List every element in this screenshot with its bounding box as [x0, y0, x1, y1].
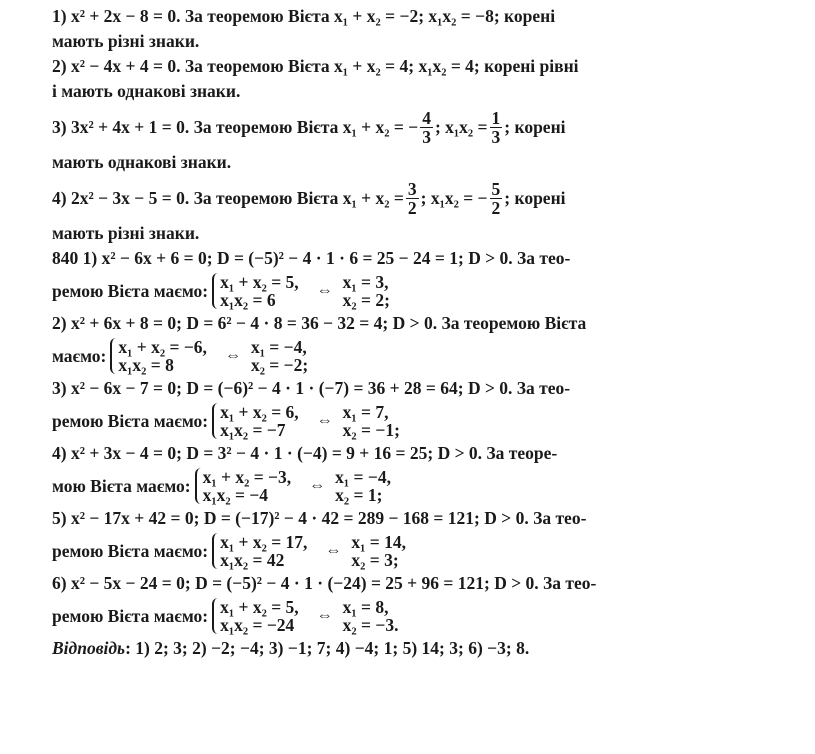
problem5-line1: 5) x² − 17x + 42 = 0; D = (−17)² − 4 · 42 = 289 − 168 = 121; D > 0. За тео-	[52, 508, 587, 528]
fraction-denominator: 3	[491, 126, 501, 147]
fraction-numerator: 4	[422, 107, 431, 128]
system-eq1: x₁ + x₂ = −6,	[118, 337, 207, 357]
item4-line2: мають різні знаки.	[52, 223, 200, 243]
fraction-denominator: 2	[407, 197, 417, 218]
item3-fraction-sum	[420, 109, 433, 146]
item3-text-pre: 3) 3x² + 4x + 1 = 0. За теоремою Вієта x₁ + x₂ = −	[52, 116, 419, 137]
item3-line2: мають однакові знаки.	[52, 152, 232, 172]
system-eq1: x₁ + x₂ = −3,	[202, 467, 292, 487]
solution-x1: x₁ = 8,	[342, 597, 389, 617]
equivalence-arrow: ⇔	[316, 607, 333, 625]
system-eq2: x₁x₂ = 6	[220, 290, 276, 310]
problem6-line1: 6) x² − 5x − 24 = 0; D = (−5)² − 4 · 1 · (−24) = 25 + 96 = 121; D > 0. За тео-	[52, 573, 597, 593]
item4-line1	[52, 175, 771, 221]
solution-x1: x₁ = 3,	[342, 272, 389, 292]
answer-line	[52, 636, 771, 661]
item2-line1: 2) x² − 4x + 4 = 0. За теоремою Вієта x₁ + x₂ = 4; x₁x₂ = 4; корені рівні	[52, 56, 579, 76]
item1-line2: мають різні знаки.	[52, 31, 200, 51]
solution-x1: x₁ = 14,	[351, 532, 407, 552]
system-intro: маємо:	[52, 345, 107, 366]
system-eq2: x₁x₂ = 42	[220, 550, 285, 570]
solution-x1: x₁ = −4,	[335, 467, 391, 487]
equivalence-arrow: ⇔	[224, 347, 241, 365]
fraction-numerator: 3	[407, 178, 417, 199]
problem4-system	[52, 466, 771, 506]
equivalence-arrow: ⇔	[316, 412, 333, 430]
system-brace	[212, 273, 307, 309]
item4-fraction-sum	[406, 180, 419, 217]
system-brace	[212, 533, 315, 569]
system-brace	[212, 598, 307, 634]
problem6-system	[52, 596, 771, 636]
solution-x2: x₂ = 2;	[342, 290, 390, 310]
item1-line1: 1) x² + 2x − 8 = 0. За теоремою Вієта x₁ + x₂ = −2; x₁x₂ = −8; корені	[52, 6, 556, 26]
problem840-line1: 840 1) x² − 6x + 6 = 0; D = (−5)² − 4 · 1 · 6 = 25 − 24 = 1; D > 0. За тео-	[52, 248, 571, 268]
system-eq1: x₁ + x₂ = 5,	[220, 272, 299, 292]
equivalence-arrow: ⇔	[309, 477, 326, 495]
system-eq2: x₁x₂ = −24	[220, 615, 295, 635]
system-intro: ремою Вієта маємо:	[52, 410, 209, 431]
fraction-denominator: 2	[491, 197, 501, 218]
answer-label: Відповідь	[52, 638, 126, 658]
system-solution	[251, 338, 308, 374]
equivalence-arrow: ⇔	[316, 282, 333, 300]
system-solution	[351, 533, 406, 569]
solution-x2: x₂ = 3;	[351, 550, 399, 570]
fraction-denominator: 3	[422, 126, 431, 147]
system-solution	[343, 598, 399, 634]
system-eq2: x₁x₂ = −4	[202, 485, 269, 505]
problem2-line1: 2) x² + 6x + 8 = 0; D = 6² − 4 · 8 = 36 − 32 = 4; D > 0. За теоремою Вієта	[52, 313, 587, 333]
item3-fraction-product	[490, 109, 503, 146]
solution-x1: x₁ = 7,	[342, 402, 389, 422]
system-brace	[212, 403, 307, 439]
equivalence-arrow: ⇔	[325, 542, 342, 560]
item3-line1	[52, 104, 771, 150]
problem5-system	[52, 531, 771, 571]
system-eq1: x₁ + x₂ = 5,	[220, 597, 299, 617]
system-eq2: x₁x₂ = −7	[220, 420, 286, 440]
system-brace	[195, 468, 300, 504]
solution-x2: x₂ = −1;	[342, 420, 400, 440]
item4-text-pre: 4) 2x² − 3x − 5 = 0. За теоремою Вієта x₁ + x₂ =	[52, 187, 404, 208]
answer-text: : 1) 2; 3; 2) −2; −4; 3) −1; 7; 4) −4; 1; 5) 14; 3; 6) −3; 8.	[125, 638, 530, 658]
solution-x2: x₂ = −3.	[342, 615, 399, 635]
fraction-numerator: 1	[491, 107, 501, 128]
system-eq1: x₁ + x₂ = 17,	[220, 532, 308, 552]
problem840-system	[52, 271, 771, 311]
system-eq1: x₁ + x₂ = 6,	[220, 402, 299, 422]
system-eq2: x₁x₂ = 8	[118, 355, 174, 375]
system-intro: ремою Вієта маємо:	[52, 540, 209, 561]
problem3-line1: 3) x² − 6x − 7 = 0; D = (−6)² − 4 · 1 · (−7) = 36 + 28 = 64; D > 0. За тео-	[52, 378, 571, 398]
fraction-numerator: 5	[491, 178, 501, 199]
item4-fraction-product	[490, 180, 503, 217]
system-intro: ремою Вієта маємо:	[52, 605, 209, 626]
item4-text-post: ; корені	[504, 187, 566, 208]
system-solution	[343, 403, 400, 439]
solution-x2: x₂ = −2;	[250, 355, 309, 375]
system-solution	[343, 273, 390, 309]
system-intro: ремою Вієта маємо:	[52, 280, 209, 301]
item3-text-post: ; корені	[504, 116, 566, 137]
item4-text-mid: ; x₁x₂ = −	[420, 187, 488, 208]
solution-x1: x₁ = −4,	[250, 337, 307, 357]
item2-line2: і мають однакові знаки.	[52, 81, 241, 101]
problem4-line1: 4) x² + 3x − 4 = 0; D = 3² − 4 · 1 · (−4) = 9 + 16 = 25; D > 0. За теоре-	[52, 443, 558, 463]
system-solution	[335, 468, 391, 504]
problem2-system	[52, 336, 771, 376]
solution-x2: x₂ = 1;	[335, 485, 383, 505]
problem3-system	[52, 401, 771, 441]
system-brace	[110, 338, 215, 374]
item3-text-mid: ; x₁x₂ =	[434, 116, 488, 137]
system-intro: мою Вієта маємо:	[52, 475, 191, 496]
